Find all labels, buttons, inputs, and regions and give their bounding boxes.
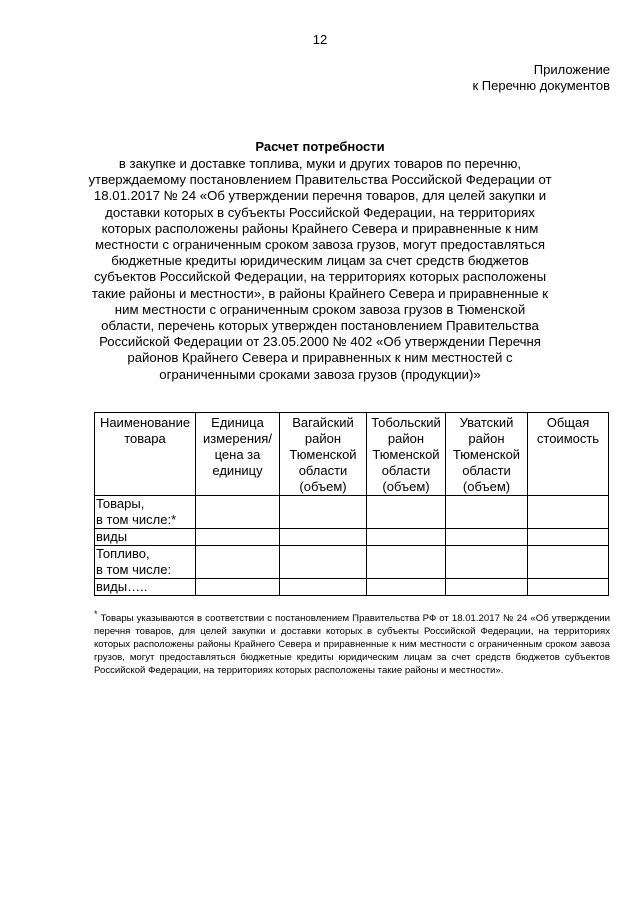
document-subtitle: в закупке и доставке топлива, муки и других товаров по перечню, утверждаемому постановлением Правительства Российской Федерации от 18.01.2017 № 24 «Об утверждении перечня товаров, для целей закупки и доставки которых в субъекты Российской Федерации, на территориях которых расположены районы Крайнего Севера и приравненные к ним местности с ограниченным сроком завоза грузов, могут предоставляться бюджетные кредиты юридическим лицам за счет средств бюджетов субъектов Российской Федерации, на территориях которых расположены такие районы и местности», в районы Крайнего Севера и приравненные к ним местности с ограниченным сроком завоза грузов в Тюменской области, перечень которых утвержден постановлением Правительства Российской Федерации от 23.05.2000 № 402 «Об утверждении Перечня районов Крайнего Севера и приравненных к ним местностей с ограниченными сроками завоза грузов (продукции)» bbox=[88, 156, 552, 382]
header-unit-price: Единица измерения/ цена за единицу bbox=[196, 413, 280, 496]
header-tobolsk-district: Тобольский район Тюменской области (объем) bbox=[367, 413, 446, 496]
appendix-line-2: к Перечню документов bbox=[472, 78, 610, 93]
table-cell bbox=[528, 529, 609, 546]
document-title: Расчет потребности bbox=[255, 139, 385, 154]
table-cell bbox=[196, 546, 280, 579]
need-table bbox=[94, 412, 609, 596]
table-cell bbox=[196, 529, 280, 546]
table-cell bbox=[446, 546, 528, 579]
table-cell bbox=[280, 546, 367, 579]
table-cell bbox=[446, 529, 528, 546]
row-name-goods-types: виды bbox=[95, 529, 196, 546]
header-uvat-district: Уватский район Тюменской области (объем) bbox=[446, 413, 528, 496]
table-cell bbox=[367, 529, 446, 546]
table-cell bbox=[367, 546, 446, 579]
table-cell bbox=[280, 579, 367, 596]
table-cell bbox=[196, 579, 280, 596]
footnote-marker: * bbox=[94, 609, 98, 619]
table-cell bbox=[528, 546, 609, 579]
table-row bbox=[95, 496, 609, 529]
table-cell bbox=[367, 496, 446, 529]
row-name-fuel: Топливо, в том числе: bbox=[95, 546, 196, 579]
page-number: 12 bbox=[312, 32, 328, 47]
table-row bbox=[95, 546, 609, 579]
table-cell bbox=[446, 579, 528, 596]
appendix-line-1: Приложение bbox=[533, 62, 610, 77]
footnote-text: Товары указываются в соответствии с постановлением Правительства РФ от 18.01.2017 № 24 «Об утверждении перечня товаров, для целей закупки и доставки которых в субъекты Российской Федерации, на территориях которых расположены районы Крайнего Севера и приравненные к ним местности с ограниченным сроком завоза грузов, могут предоставляться бюджетные кредиты юридическим лицам за счет средств бюджетов субъектов Российской Федерации, на территориях которых расположены такие районы и местности». bbox=[94, 613, 610, 677]
table-cell bbox=[446, 496, 528, 529]
table-cell bbox=[196, 496, 280, 529]
table-cell bbox=[280, 496, 367, 529]
table-row bbox=[95, 529, 609, 546]
footnote bbox=[94, 608, 610, 677]
header-total-cost: Общая стоимость bbox=[528, 413, 609, 496]
header-vagai-district: Вагайский район Тюменской области (объем) bbox=[280, 413, 367, 496]
row-name-goods: Товары, в том числе:* bbox=[95, 496, 196, 529]
table-cell bbox=[528, 496, 609, 529]
header-product-name: Наименование товара bbox=[95, 413, 196, 496]
table-row bbox=[95, 579, 609, 596]
table-header-row bbox=[95, 413, 609, 496]
row-name-fuel-types: виды….. bbox=[95, 579, 196, 596]
appendix-note bbox=[472, 62, 610, 94]
table-cell bbox=[280, 529, 367, 546]
table-cell bbox=[528, 579, 609, 596]
table-cell bbox=[367, 579, 446, 596]
